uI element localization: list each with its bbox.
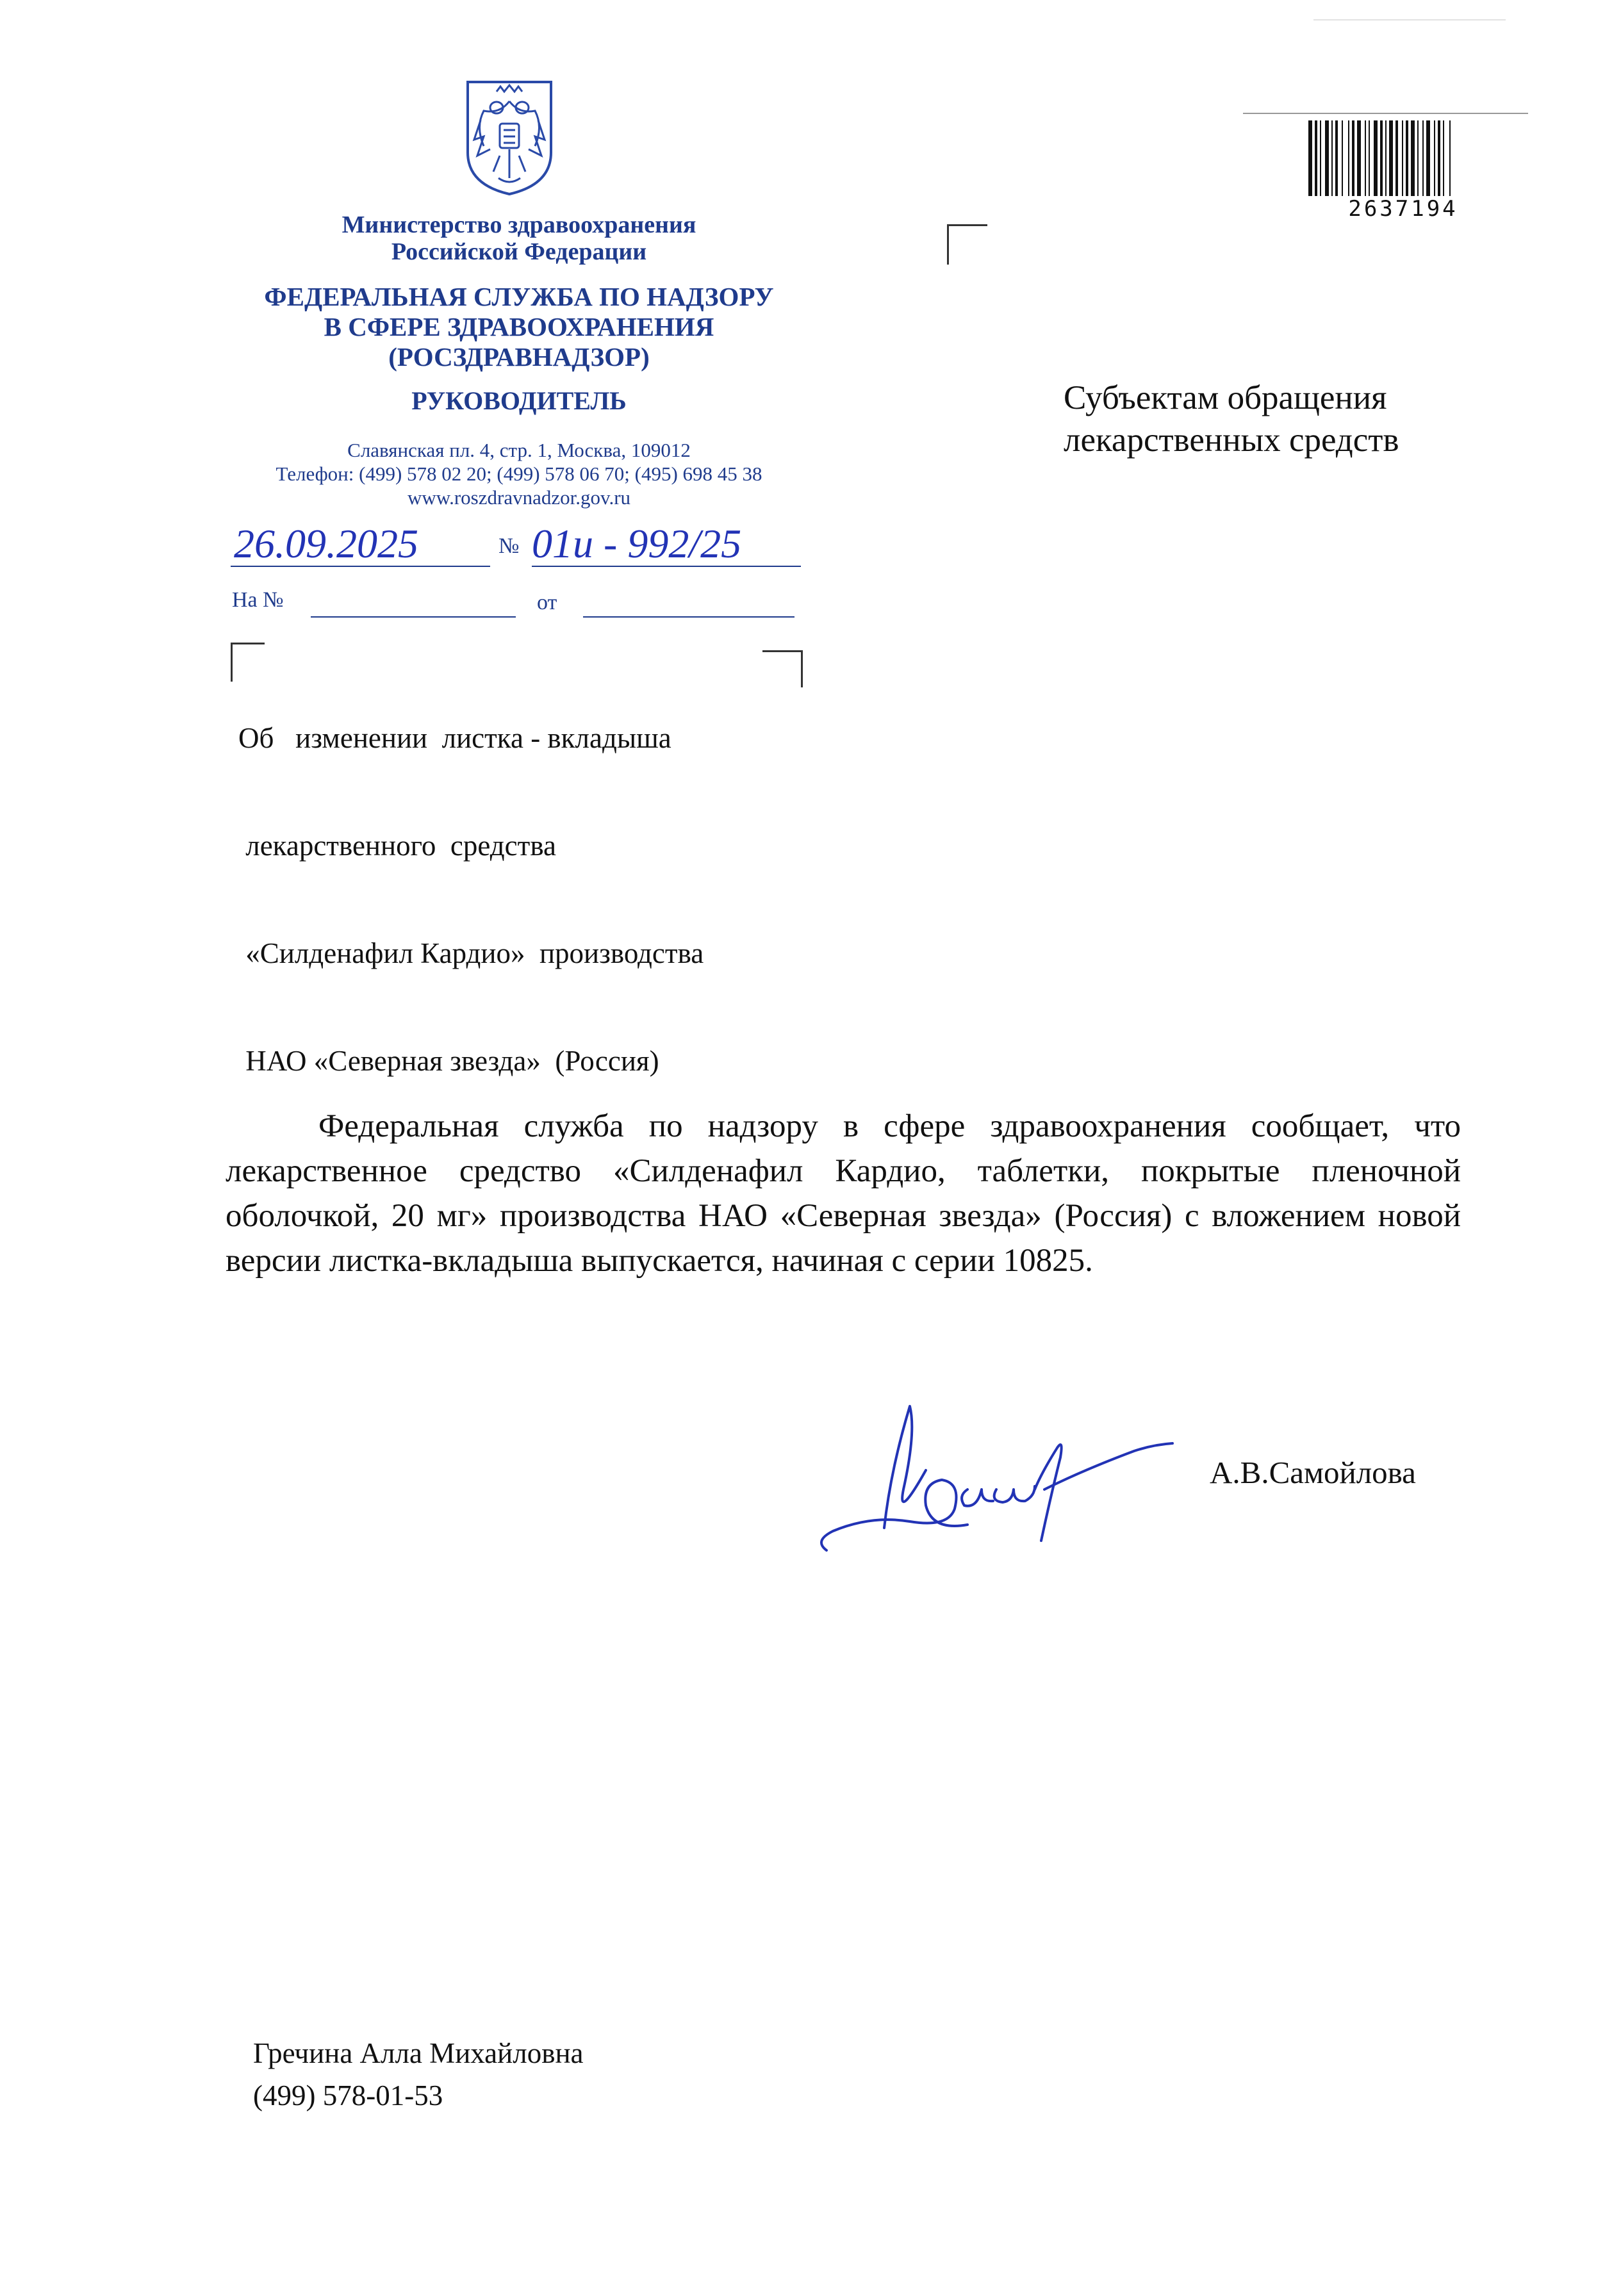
executor-name: Гречина Алла Михайловна — [253, 2037, 584, 2069]
letterhead-contacts — [192, 438, 846, 509]
signer-name: А.В.Самойлова — [1210, 1455, 1416, 1490]
executor-contact — [253, 2032, 584, 2117]
letter-body: Федеральная служба по надзору в сфере здравоохранения сообщает, что лекарственное средство «Силденафил Кардио, таблетки, покрытые пленочной оболочкой, 20 мг» производства НАО «Северная звезда» (Россия) с вложением новой версии листка-вкладыша выпускается, начиная с серии 10825. — [226, 1108, 1461, 1279]
subject-line-4: НАО «Северная звезда» (Россия) — [238, 1045, 659, 1077]
service-name — [192, 282, 846, 372]
service-line-3: (РОСЗДРАВНАДЗОР) — [388, 342, 650, 372]
subject-line-3: «Силденафил Кардио» производства — [238, 937, 704, 969]
head-title: РУКОВОДИТЕЛЬ — [411, 386, 627, 415]
addressee — [1064, 377, 1399, 461]
ministry-line-1: Министерство здравоохранения — [342, 211, 696, 238]
barcode-rule — [1243, 113, 1528, 114]
barcode-graphic — [1307, 120, 1499, 196]
barcode-number: 2637194 — [1348, 196, 1458, 222]
addressee-corner — [947, 224, 987, 265]
reference-number-blank — [311, 616, 516, 618]
subject-corner-right — [762, 650, 803, 687]
ministry-name — [192, 211, 846, 265]
ministry-line-2: Российской Федерации — [391, 238, 647, 265]
service-line-1: ФЕДЕРАЛЬНАЯ СЛУЖБА ПО НАДЗОРУ — [264, 282, 774, 311]
coat-of-arms-emblem — [461, 76, 557, 197]
registration-date: 26.09.2025 — [234, 521, 418, 566]
phones: Телефон: (499) 578 02 20; (499) 578 06 70; (495) 698 45 38 — [276, 463, 762, 485]
reference-date-blank — [583, 616, 794, 618]
service-line-2: В СФЕРЕ ЗДРАВООХРАНЕНИЯ — [324, 312, 714, 341]
subject-line-2: лекарственного средства — [238, 830, 556, 862]
website-link[interactable]: www.roszdravnadzor.gov.ru — [407, 486, 631, 509]
reference-from-label: от — [537, 591, 557, 614]
reference-label: На № — [232, 588, 284, 612]
scan-artifact — [1313, 19, 1506, 20]
addressee-line-2: лекарственных средств — [1064, 422, 1399, 459]
number-sign: № — [498, 534, 520, 558]
addressee-line-1: Субъектам обращения — [1064, 379, 1387, 416]
executor-phone: (499) 578-01-53 — [253, 2079, 443, 2112]
registration-number: 01и - 992/25 — [532, 521, 742, 566]
letter-subject — [238, 648, 704, 1115]
address: Славянская пл. 4, стр. 1, Москва, 109012 — [347, 439, 691, 461]
handwritten-signature — [814, 1393, 1185, 1566]
subject-line-1: Об изменении листка - вкладыша — [238, 722, 671, 754]
